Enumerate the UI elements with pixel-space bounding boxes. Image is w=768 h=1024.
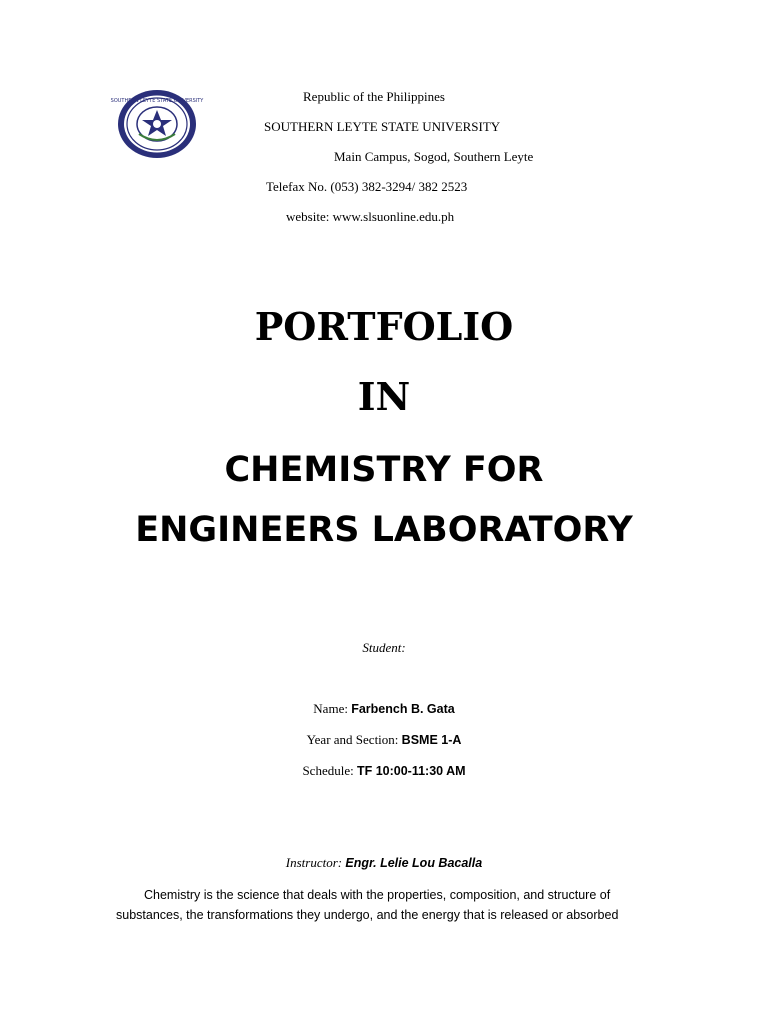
student-heading: Student: (362, 640, 406, 655)
schedule-label: Schedule: (302, 763, 357, 778)
intro-paragraph (116, 885, 656, 925)
svg-text:SOUTHERN LEYTE STATE UNIVERSIT: SOUTHERN LEYTE STATE UNIVERSITY (110, 98, 204, 104)
title-portfolio: PORTFOLIO (254, 304, 514, 349)
title-course-line1: CHEMISTRY FOR (224, 450, 544, 490)
year-section-line (0, 732, 768, 748)
university-seal-logo (110, 88, 204, 160)
title-course-line2: ENGINEERS LABORATORY (135, 510, 633, 550)
student-name-line (0, 701, 768, 717)
student-name: Farbench B. Gata (351, 702, 455, 716)
name-label: Name: (313, 701, 352, 716)
university-name: SOUTHERN LEYTE STATE UNIVERSITY (264, 119, 501, 134)
schedule-line (0, 763, 768, 779)
year-section: BSME 1-A (401, 733, 462, 747)
year-label: Year and Section: (306, 732, 402, 747)
campus-address: Main Campus, Sogod, Southern Leyte (334, 149, 534, 164)
website-line: website: www.slsuonline.edu.ph (286, 209, 455, 224)
telefax-line: Telefax No. (053) 382-3294/ 382 2523 (266, 179, 468, 194)
title-in: IN (357, 374, 411, 419)
paragraph-text: Chemistry is the science that deals with the properties, composition, and structure of substances, the transformations they undergo, and the energy that is released or absorbed (116, 888, 619, 922)
instructor-label: Instructor: (285, 855, 346, 870)
schedule-value: TF 10:00-11:30 AM (356, 764, 466, 778)
republic-line: Republic of the Philippines (303, 89, 445, 104)
instructor-line (0, 855, 768, 871)
instructor-name: Engr. Lelie Lou Bacalla (345, 856, 483, 870)
